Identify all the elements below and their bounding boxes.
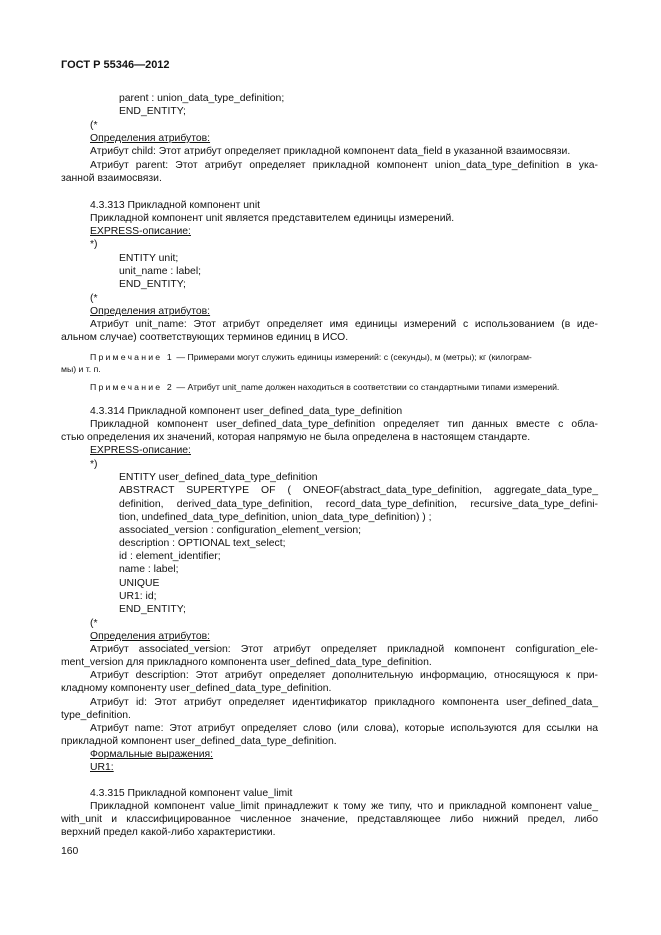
express-label: EXPRESS-описание: [90, 445, 191, 456]
attr-line: альном случае) соответствующих терминов единиц в ИСО. [61, 332, 349, 343]
section-text: Прикладной компонент value_limit принадлежит к тому же типу, что и прикладной компонент value_ [90, 801, 598, 812]
comment-close: *) [90, 239, 98, 250]
code-line: unit_name : label; [119, 266, 202, 277]
comment-close: *) [90, 459, 98, 470]
note-label: Примечание 1 [90, 352, 174, 362]
attr-line: Атрибут unit_name: Этот атрибут определяет имя единицы измерений с использованием (в иде- [90, 319, 598, 330]
section-intro: стью определения их значений, которая напрямую не была определена в настоящем стандарте. [61, 432, 531, 443]
attr-line: Атрибут description: Этот атрибут определяет дополнительную информацию, относящуюся к при- [90, 670, 598, 681]
attr-line: занной взаимосвязи. [61, 173, 162, 184]
note-label: Примечание 2 [90, 382, 174, 392]
note-1-cont: мы) и т. п. [61, 364, 101, 374]
attr-definitions-heading: Определения атрибутов: [90, 306, 211, 317]
note-text: — Атрибут unit_name должен находиться в соответствии со стандартными типами измерений. [173, 382, 560, 392]
note-text: — Примерами могут служить единицы измерений: с (секунды), м (метры); кг (килограм- [173, 352, 532, 362]
formal-ur1: UR1: [90, 762, 114, 773]
attr-definitions-heading: Определения атрибутов: [90, 631, 211, 642]
attr-line: ment_version для прикладного компонента user_defined_data_type_definition. [61, 657, 432, 668]
code-line: UNIQUE [119, 578, 160, 589]
code-line: ABSTRACT SUPERTYPE OF ( ONEOF(abstract_data_type_definition, aggregate_data_type_ [119, 485, 598, 496]
page-number: 160 [61, 846, 79, 857]
section-text: with_unit и классифицированное численное значение, представляющее либо нижний предел, либо [61, 814, 598, 825]
code-line: ENTITY user_defined_data_type_definition [119, 472, 318, 483]
attr-line: Атрибут parent: Этот атрибут определяет прикладной компонент union_data_type_definition в ука- [90, 160, 598, 171]
code-line: name : label; [119, 564, 179, 575]
code-line: tion, undefined_data_type_definition, union_data_type_definition) ) ; [119, 512, 432, 523]
note-2 [90, 381, 559, 394]
note-1 [90, 351, 532, 364]
attr-line: Атрибут associated_version: Этот атрибут определяет прикладной компонент configuration_ele- [90, 644, 598, 655]
code-line: associated_version : configuration_element_version; [119, 525, 362, 536]
section-intro: Прикладной компонент unit является представителем единицы измерений. [90, 213, 455, 224]
express-label: EXPRESS-описание: [90, 226, 191, 237]
attr-line: type_definition. [61, 710, 131, 721]
attr-line: прикладной компонент user_defined_data_type_definition. [61, 736, 337, 747]
code-line: ENTITY unit; [119, 253, 179, 264]
comment-open: (* [90, 618, 98, 629]
attr-line: Атрибут name: Этот атрибут определяет слово (или слова), которые используются для ссылки на [90, 723, 598, 734]
section-heading-314: 4.3.314 Прикладной компонент user_defined_data_type_definition [90, 406, 403, 417]
code-line: description : OPTIONAL text_select; [119, 538, 286, 549]
section-heading-313: 4.3.313 Прикладной компонент unit [90, 200, 261, 211]
attr-line: кладному компоненту user_defined_data_type_definition. [61, 683, 332, 694]
code-line: definition, derived_data_type_definition, record_data_type_definition, recursive_data_type_defini- [119, 499, 598, 510]
code-line: parent : union_data_type_definition; [119, 93, 285, 104]
comment-open: (* [90, 120, 98, 131]
formal-expressions-heading: Формальные выражения: [90, 749, 214, 760]
attr-definitions-heading: Определения атрибутов: [90, 133, 211, 144]
code-line: id : element_identifier; [119, 551, 221, 562]
code-line: END_ENTITY; [119, 604, 186, 615]
section-heading-315: 4.3.315 Прикладной компонент value_limit [90, 788, 293, 799]
code-line: END_ENTITY; [119, 279, 186, 290]
attr-line: Атрибут child: Этот атрибут определяет прикладной компонент data_field в указанной взаимосвязи. [90, 146, 571, 157]
document-header: ГОСТ Р 55346—2012 [61, 59, 170, 71]
comment-open: (* [90, 293, 98, 304]
code-line: UR1: id; [119, 591, 157, 602]
section-intro: Прикладной компонент user_defined_data_type_definition определяет тип данных вместе с обла- [90, 419, 598, 430]
section-text: верхний предел какой-либо характеристики. [61, 827, 276, 838]
code-line: END_ENTITY; [119, 106, 186, 117]
attr-line: Атрибут id: Этот атрибут определяет идентификатор прикладного компонента user_defined_data_ [90, 697, 598, 708]
